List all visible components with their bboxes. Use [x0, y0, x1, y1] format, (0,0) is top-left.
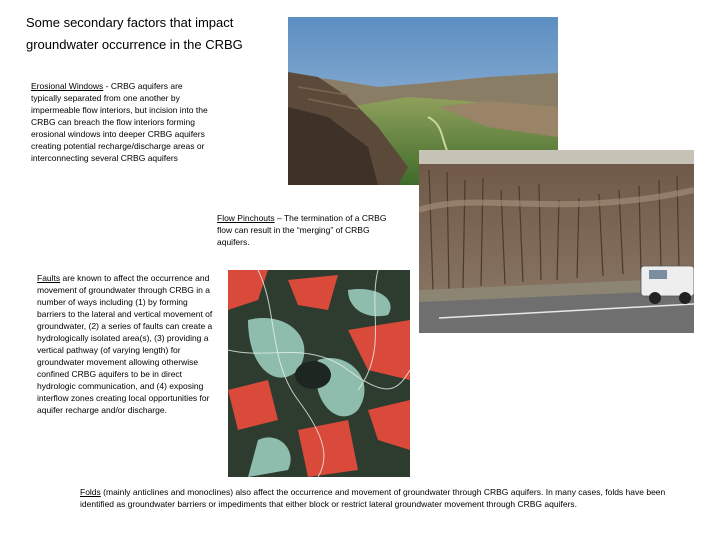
page-title — [26, 12, 288, 56]
flow-pinchouts-text: – The termination of a CRBG flow can result in the “merging” of CRBG aquifers. — [217, 213, 387, 247]
faults-term: Faults — [37, 273, 61, 283]
basalt-flow-pinchout-photo — [419, 150, 694, 333]
folds-text: (mainly anticlines and monoclines) also affect the occurrence and movement of groundwater through CRBG aquifers. In many cases, folds have been identified as groundwater barriers or impediments that either block or restrict lateral groundwater movement through CRBG aquifers. — [80, 487, 666, 509]
faults-text: are known to affect the occurrence and movement of groundwater through CRBG in a number of ways including (1) by forming barriers to the lateral and vertical movement of groundwater, (2) a series of faults can create a hydrologically isolated area(s), (3) providing a vertical pathway (of varying length) for groundwater movement allowing otherwise confined CRBG aquifers to be in direct hydrologic communication, and (4) exposing interflow zones creating local opportunities for aquifer recharge and/or discharge. — [37, 273, 213, 415]
title-line-1: Some secondary factors that impact — [26, 15, 234, 30]
title-line-2: groundwater occurrence in the CRBG — [26, 37, 243, 52]
erosional-windows-term: Erosional Windows — [31, 81, 104, 91]
erosional-windows-text: - CRBG aquifers are typically separated from one another by impermeable flow interiors, but incision into the CRBG can breach the flow interiors forming erosional windows into deeper CRBG aquifers creating potential recharge/discharge areas or interconnecting several CRBG aquifers — [31, 81, 208, 163]
folds-term: Folds — [80, 487, 101, 497]
faults-paragraph — [37, 272, 213, 416]
erosional-windows-paragraph — [31, 80, 213, 164]
fault-satellite-photo — [228, 270, 410, 477]
flow-pinchouts-paragraph — [217, 212, 389, 248]
folds-paragraph — [80, 486, 670, 510]
flow-pinchouts-term: Flow Pinchouts — [217, 213, 275, 223]
